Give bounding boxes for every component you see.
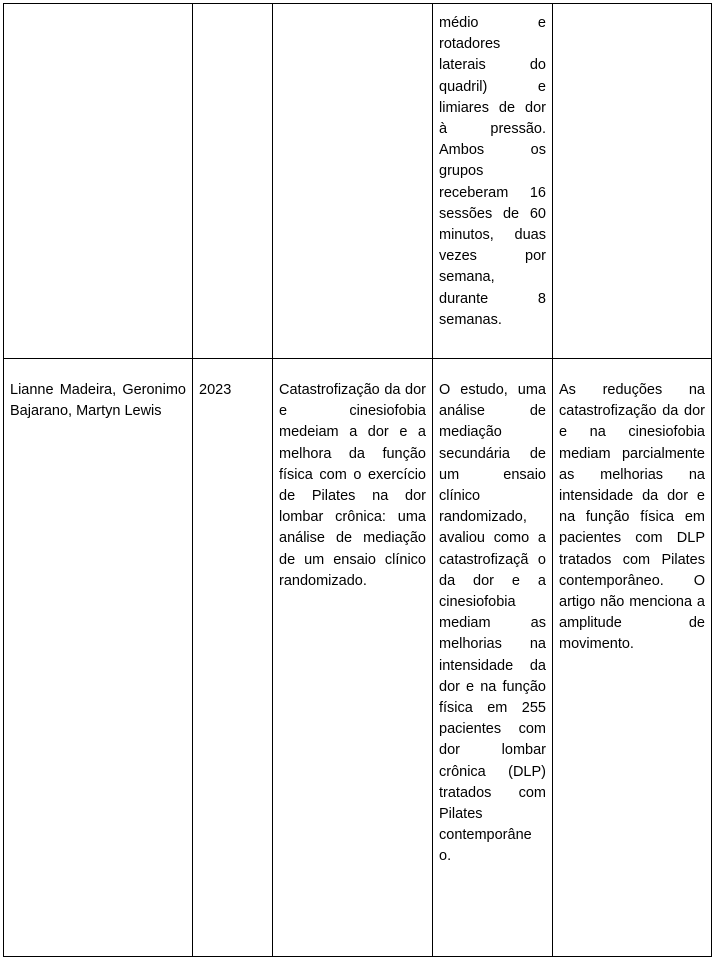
studies-table [3, 3, 712, 957]
table-row [4, 4, 712, 359]
authors-cell [4, 359, 193, 957]
authors-text: Lianne Madeira, Geronimo Bajarano, Martyn Lewis [10, 382, 186, 420]
title-cell [273, 4, 433, 359]
methods-text: médio e rotadores laterais do quadril) e limiares de dor à pressão. Ambos os grupos receberam 16 sessões de 60 minutos, duas vezes por semana, durante 8 semanas. [439, 15, 546, 328]
results-cell [553, 4, 712, 359]
methods-cell [433, 359, 553, 957]
table-row [4, 359, 712, 957]
title-text: Catastrofização da dor e cinesiofobia medeiam a dor e a melhora da função física com o exercício de Pilates na dor lombar crônica: uma análise de mediação de um ensaio clínico randomizado. [279, 382, 426, 589]
year-cell [193, 359, 273, 957]
methods-cell [433, 4, 553, 359]
results-cell [553, 359, 712, 957]
results-text: As reduções na catastrofização da dor e na cinesiofobia mediam parcialmente as melhorias na intensidade da dor e na função física em pacientes com DLP tratados com Pilates contemporâneo. O artigo não menciona a amplitude de movimento. [559, 382, 705, 653]
title-cell [273, 359, 433, 957]
year-cell [193, 4, 273, 359]
methods-text: O estudo, uma análise de mediação secundária de um ensaio clínico randomizado, avaliou como a catastrofizaçã o da dor e a cinesiofobia mediam as melhorias na intensidade da dor e na função física em 255 pacientes com dor lombar crônica (DLP) tratados com Pilates contemporâne o. [439, 382, 546, 865]
year-text: 2023 [199, 382, 232, 398]
authors-cell [4, 4, 193, 359]
